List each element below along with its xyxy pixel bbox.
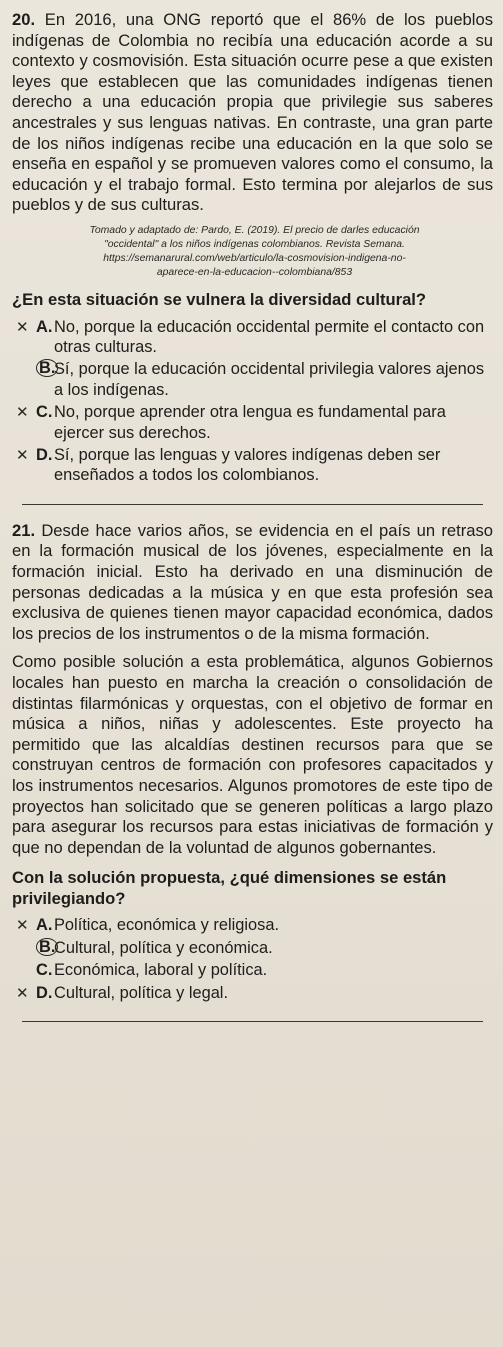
q21-options <box>12 915 493 1003</box>
bottom-divider <box>22 1021 483 1022</box>
q20-number: 20. <box>12 10 36 29</box>
q20-option-a[interactable] <box>16 317 493 358</box>
q21-number: 21. <box>12 520 36 540</box>
cross-mark-icon: ✕ <box>16 317 29 336</box>
q20-source-line4: aparece-en-la-educacion--colombiana/853 <box>156 266 353 278</box>
option-letter-circled: B. <box>36 359 58 377</box>
section-divider <box>22 504 483 505</box>
q20-option-d[interactable] <box>16 445 493 486</box>
q20-question: ¿En esta situación se vulnera la diversidad cultural? <box>12 289 427 309</box>
q21-stem-text: Desde hace varios años, se evidencia en el país un retraso en la formación musical de los jóvenes, especialmente en la formación inicial. Esto ha derivado en una disminución de personas dedicadas a la música y en que esta profesión sea exclusiva de quienes tienen mayor capacidad económica, dados los precios de los instrumentos o de la misma formación. <box>12 520 493 643</box>
option-text: Cultural, política y legal. <box>54 983 229 1002</box>
q20-source-line2: "occidental" a los niños indígenas colombianos. Revista Semana. <box>104 238 405 250</box>
option-letter: A. <box>36 317 53 336</box>
q20-stem-text: En 2016, una ONG reportó que el 86% de los pueblos indígenas de Colombia no recibía una educación acorde a su contexto y cosmovisión. Esta situación ocurre pese a que existen leyes que establecen que las comunidades indígenas tienen derecho a una educación propia que privilegie sus saberes ancestrales y sus lenguas nativas. En contraste, una gran parte de los niños indígenas recibe una educación en la que solo se enseña en español y se promueven valores como el consumo, la educación y el trabajo formal. Esto termina por alejarlos de sus pueblos y de sus culturas. <box>12 10 493 215</box>
q21-solution: Como posible solución a esta problemática, algunos Gobiernos locales han puesto en marcha la creación o consolidación de distintas filarmónicas y orquestas, con el objetivo de formar en música a niños, niñas y adolescentes. Este proyecto ha permitido que las alcaldías destinen recursos para que se construyan centros de formación con profesores capacitados y los instrumentos necesarios. Algunos promotores de este tipo de proyectos han solicitado que se generen políticas a largo plazo para asegurar los recursos para estas iniciativas de formación y que no dependan de la voluntad de algunos gobernantes. <box>12 652 493 857</box>
q21-option-c[interactable] <box>36 960 493 980</box>
option-text: Económica, laboral y política. <box>54 961 268 980</box>
q20-options <box>12 317 493 486</box>
option-text: Cultural, política y económica. <box>54 938 273 957</box>
q20-source-line3: https://semanarural.com/web/articulo/la-cosmovision-indigena-no- <box>103 252 406 264</box>
cross-mark-icon: ✕ <box>16 403 29 422</box>
option-text: Política, económica y religiosa. <box>54 916 280 935</box>
q21-option-d[interactable] <box>16 983 493 1003</box>
q21-option-b[interactable] <box>36 938 493 958</box>
option-letter: C. <box>36 961 53 980</box>
option-text: No, porque aprender otra lengua es fundamental para ejercer sus derechos. <box>54 403 446 442</box>
cross-mark-icon: ✕ <box>16 916 29 935</box>
option-letter: A. <box>36 916 53 935</box>
q20-option-b[interactable] <box>36 359 493 400</box>
q20-option-c[interactable] <box>16 402 493 443</box>
option-letter: D. <box>36 445 53 464</box>
cross-mark-icon: ✕ <box>16 983 29 1002</box>
option-text: Sí, porque la educación occidental privilegia valores ajenos a los indígenas. <box>54 360 485 399</box>
q21-option-a[interactable] <box>16 915 493 935</box>
q20-stem <box>12 10 493 216</box>
q20-source-line1: Tomado y adaptado de: Pardo, E. (2019). El precio de darles educación <box>89 224 420 236</box>
q21-stem <box>12 521 493 645</box>
q21-question: Con la solución propuesta, ¿qué dimensiones se están privilegiando? <box>12 868 447 908</box>
option-letter: C. <box>36 403 53 422</box>
option-letter: D. <box>36 983 53 1002</box>
q20-source <box>22 224 487 280</box>
cross-mark-icon: ✕ <box>16 445 29 464</box>
option-text: Sí, porque las lenguas y valores indígenas deben ser enseñados a todos los colombianos. <box>54 445 441 485</box>
option-text: No, porque la educación occidental permite el contacto con otras culturas. <box>54 317 485 356</box>
option-letter-circled: B. <box>36 938 58 956</box>
